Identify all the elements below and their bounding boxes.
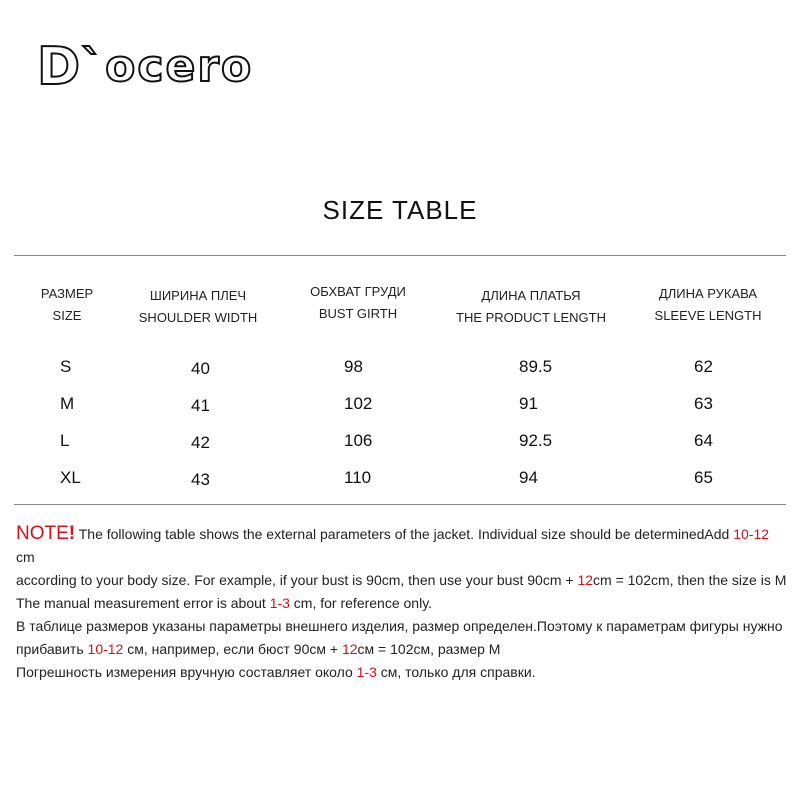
header-line-ru: ОБХВАТ ГРУДИ xyxy=(310,284,406,299)
size-cell: S xyxy=(60,357,72,376)
bust-cell: 98 xyxy=(344,357,363,376)
header-line-ru: ДЛИНА ПЛАТЬЯ xyxy=(481,288,581,303)
size-cell: L xyxy=(60,431,70,450)
sleeve-cell: 62 xyxy=(694,357,713,376)
notes-section xyxy=(16,522,791,684)
length-cell: 94 xyxy=(519,468,538,487)
note-en-line-3: The manual measurement error is about 1-3 cm, for reference only. xyxy=(16,595,433,611)
header-bust-girth xyxy=(298,281,418,325)
note-en-line-1: NOTE! The following table shows the external parameters of the jacket. Individual size should be determinedAdd 10-12 cm xyxy=(16,523,770,565)
table-top-divider xyxy=(14,255,786,256)
note-label: NOTE! xyxy=(16,523,76,544)
header-line-ru: ШИРИНА ПЛЕЧ xyxy=(149,288,247,303)
header-line-en: SIZE xyxy=(52,308,82,323)
header-line-en: BUST GIRTH xyxy=(318,306,398,321)
header-sleeve-length xyxy=(638,283,778,327)
bust-cell: 110 xyxy=(344,468,372,487)
highlight-value: 12 xyxy=(341,641,358,657)
header-line-en: THE PRODUCT LENGTH xyxy=(456,310,606,325)
logo-wordmark: `ocero xyxy=(81,41,254,92)
note-en-line-2: according to your body size. For example, if your bust is 90cm, then use your bust 90cm + 12cm = 102cm, then the size is M xyxy=(16,572,787,588)
length-cell: 89.5 xyxy=(519,357,553,376)
header-line-ru: ДЛИНА РУКАВА xyxy=(658,286,758,301)
length-cell: 92.5 xyxy=(519,431,553,450)
header-size xyxy=(27,283,107,327)
note-ru-line-2: прибавить 10-12 см, например, если бюст 90см + 12см = 102см, размер M xyxy=(16,641,501,657)
highlight-value: 10-12 xyxy=(87,641,124,657)
header-line-ru: РАЗМЕР xyxy=(40,286,94,301)
sleeve-cell: 63 xyxy=(694,394,713,413)
note-ru-line-1: В таблице размеров указаны параметры внешнего изделия, размер определен.Поэтому к параметрам фигуры нужно xyxy=(16,618,783,634)
note-ru-line-3: Погрешность измерения вручную составляет около 1-3 см, только для справки. xyxy=(16,664,536,680)
sleeve-cell: 64 xyxy=(694,431,713,450)
highlight-value: 1-3 xyxy=(269,595,290,611)
size-cell: XL xyxy=(60,468,81,487)
brand-logo xyxy=(37,37,254,97)
shoulder-cell: 40 xyxy=(191,359,210,378)
shoulder-cell: 43 xyxy=(191,470,210,489)
bust-cell: 106 xyxy=(344,431,373,450)
size-cell: M xyxy=(60,394,75,413)
shoulder-cell: 42 xyxy=(191,433,210,452)
header-product-length xyxy=(446,285,616,329)
bust-cell: 102 xyxy=(344,394,373,413)
logo-initial: D xyxy=(37,37,82,97)
header-line-en: SLEEVE LENGTH xyxy=(654,308,762,323)
shoulder-cell: 41 xyxy=(191,396,210,415)
sleeve-cell: 65 xyxy=(694,468,713,487)
highlight-value: 1-3 xyxy=(356,664,377,680)
header-line-en: SHOULDER WIDTH xyxy=(138,310,258,325)
table-bottom-divider xyxy=(14,504,786,505)
highlight-value: 12 xyxy=(577,572,594,588)
header-shoulder-width xyxy=(133,285,263,329)
length-cell: 91 xyxy=(519,394,538,413)
highlight-value: 10-12 xyxy=(733,526,770,542)
page-title: SIZE TABLE xyxy=(322,195,478,225)
